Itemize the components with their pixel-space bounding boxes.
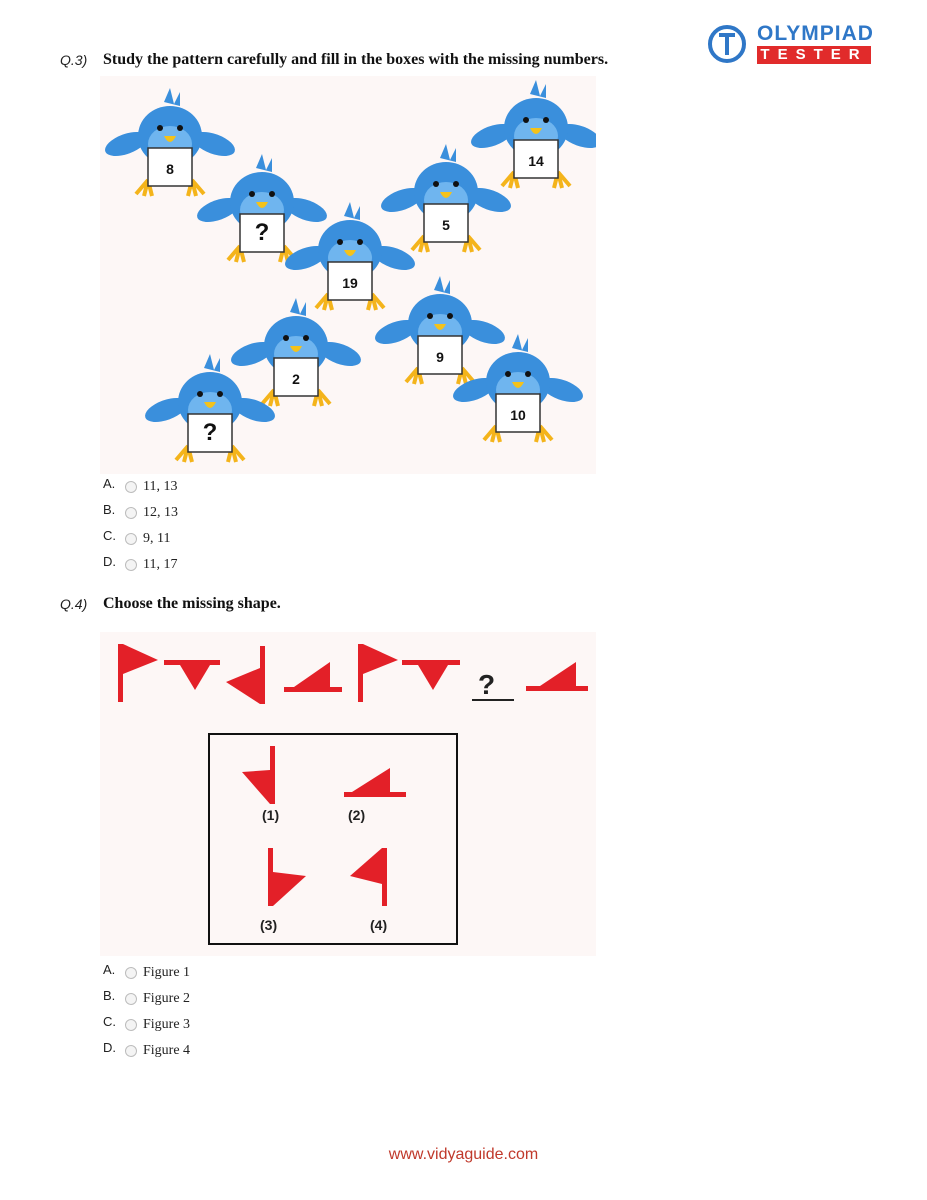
- bird-card-label: 14: [528, 153, 544, 169]
- option-text: Figure 3: [143, 1017, 191, 1032]
- option-letter: C.: [103, 528, 116, 543]
- bird-1: [102, 88, 238, 196]
- option-letter: D.: [103, 1040, 116, 1055]
- bird-card-label: 19: [342, 275, 358, 291]
- sequence-shape-5: [358, 644, 398, 702]
- bird-4: [378, 144, 514, 252]
- footer-url[interactable]: www.vidyaguide.com: [388, 1146, 539, 1163]
- olympiad-tester-logo: [705, 20, 875, 70]
- missing-shape-mark: ?: [478, 669, 496, 700]
- birds-illustration: [100, 76, 596, 474]
- choices-box: [209, 734, 457, 944]
- option-radio[interactable]: [125, 559, 137, 571]
- choice-label-4: (4): [370, 917, 388, 933]
- bird-card-label: ?: [202, 419, 218, 446]
- option-text: 11, 13: [143, 479, 178, 494]
- choice-shape-1: [242, 746, 275, 804]
- sequence-shape-8: [526, 662, 588, 691]
- bird-3: [194, 154, 330, 262]
- choice-label-1: (1): [262, 807, 280, 823]
- sequence-shape-6: [402, 660, 460, 690]
- bird-8: [142, 354, 278, 462]
- shape-sequence-illustration: [100, 632, 596, 956]
- option-letter: C.: [103, 1014, 116, 1029]
- question-3-number: Q.3): [60, 52, 88, 68]
- question-4-number: Q.4): [60, 596, 88, 612]
- bird-card-label: 9: [436, 349, 444, 365]
- bird-7: [372, 276, 508, 384]
- logo-text-olympiad: OLYMPIAD: [757, 22, 874, 45]
- choice-label-2: (2): [348, 807, 366, 823]
- bird-card-label: ?: [254, 219, 270, 246]
- option-text: Figure 2: [143, 991, 191, 1006]
- bird-9: [450, 334, 586, 442]
- question-4-text: Choose the missing shape.: [103, 595, 281, 612]
- choice-label-3: (3): [260, 917, 278, 933]
- option-radio[interactable]: [125, 1019, 137, 1031]
- sequence-shape-3: [226, 646, 265, 704]
- sequence-shape-4: [284, 662, 342, 692]
- option-letter: D.: [103, 554, 116, 569]
- bird-2: [468, 80, 596, 188]
- option-letter: A.: [103, 962, 116, 977]
- sequence-shape-2: [164, 660, 220, 690]
- option-radio[interactable]: [125, 1045, 137, 1057]
- option-letter: B.: [103, 502, 116, 517]
- question-3-text: Study the pattern carefully and fill in the boxes with the missing numbers.: [103, 51, 609, 68]
- logo-text-tester: TESTER: [757, 46, 871, 64]
- option-text: Figure 4: [143, 1043, 191, 1058]
- bird-card-label: 2: [292, 371, 300, 387]
- choice-shape-3: [268, 848, 306, 906]
- option-radio[interactable]: [125, 481, 137, 493]
- option-text: 11, 17: [143, 557, 178, 572]
- option-letter: B.: [103, 988, 116, 1003]
- bird-6: [228, 298, 364, 406]
- bird-card-label: 10: [510, 407, 526, 423]
- option-radio[interactable]: [125, 533, 137, 545]
- option-radio[interactable]: [125, 993, 137, 1005]
- logo-icon: [705, 20, 755, 70]
- bird-card-label: 8: [166, 161, 174, 177]
- option-text: Figure 1: [143, 965, 191, 980]
- question-4-figure: [100, 632, 596, 956]
- choice-shape-4: [350, 848, 387, 906]
- option-text: 12, 13: [143, 505, 178, 520]
- option-radio[interactable]: [125, 507, 137, 519]
- bird-card-label: 5: [442, 217, 450, 233]
- choice-shape-2: [344, 768, 406, 797]
- option-text: 9, 11: [143, 531, 171, 546]
- option-radio[interactable]: [125, 967, 137, 979]
- question-3-figure: [100, 76, 596, 474]
- sequence-shape-1: [118, 644, 158, 702]
- option-letter: A.: [103, 476, 116, 491]
